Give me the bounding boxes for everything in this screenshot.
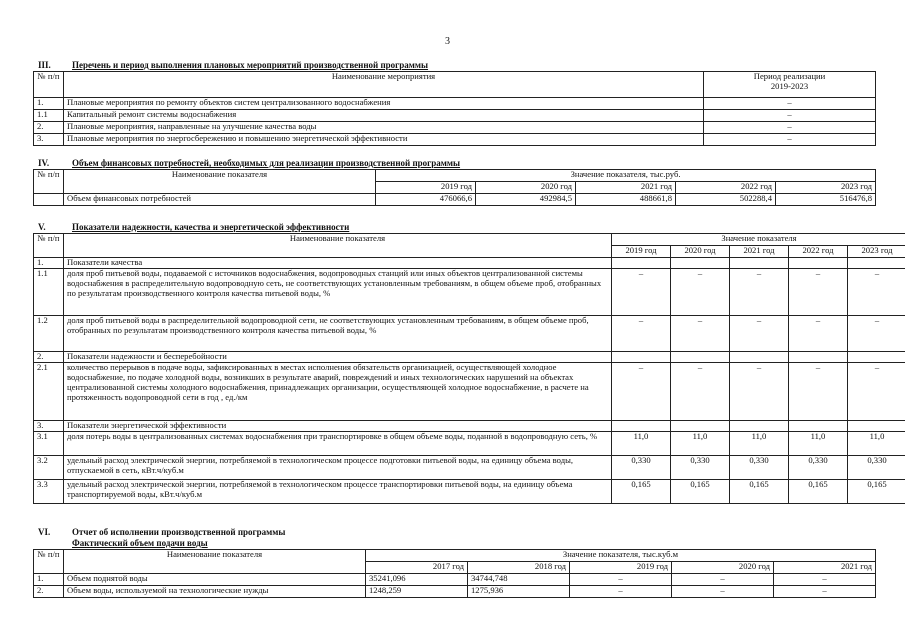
row-no: 3. <box>34 421 64 432</box>
row-value: – <box>671 316 730 352</box>
col-header-value: Значение показателя <box>612 234 905 246</box>
row-value: – <box>730 269 789 316</box>
col-header-no: № п/п <box>34 170 64 194</box>
row-value: 488661,8 <box>576 194 676 206</box>
row-no <box>34 194 64 206</box>
row-no: 2. <box>34 352 64 363</box>
section-6-number: VI. <box>38 527 51 537</box>
year-header: 2021 год <box>576 182 676 194</box>
row-no: 2. <box>34 586 64 598</box>
row-no: 3.3 <box>34 480 64 504</box>
col-header-no: № п/п <box>34 234 64 258</box>
year-header: 2022 год <box>789 246 848 258</box>
section-4-number: IV. <box>38 158 50 168</box>
row-period: – <box>704 122 876 134</box>
group-row <box>34 258 905 269</box>
section-5-text: Показатели надежности, качества и энергетической эффективности <box>72 222 350 232</box>
row-no: 2. <box>34 122 64 134</box>
row-value: – <box>789 316 848 352</box>
table-row <box>34 456 905 480</box>
year-header: 2021 год <box>730 246 789 258</box>
section-6-table <box>33 549 876 598</box>
table-row <box>34 194 876 206</box>
row-no: 1. <box>34 98 64 110</box>
table-row <box>34 269 905 316</box>
row-value: – <box>789 269 848 316</box>
row-no: 1.1 <box>34 269 64 316</box>
row-no: 1. <box>34 258 64 269</box>
row-value: 0,330 <box>612 456 671 480</box>
row-value: 1275,936 <box>468 586 570 598</box>
row-value: – <box>730 363 789 421</box>
row-value: 516476,8 <box>776 194 876 206</box>
section-5-title <box>38 222 349 232</box>
row-value: – <box>612 269 671 316</box>
row-value: – <box>672 586 774 598</box>
col-header-name: Наименование показателя <box>64 234 612 258</box>
row-name: Объем воды, используемой на технологические нужды <box>64 586 366 598</box>
col-header-no: № п/п <box>34 550 64 574</box>
row-value: – <box>570 574 672 586</box>
row-name: удельный расход электрической энергии, потребляемой в технологическом процессе подготовки питьевой воды, на единицу объема воды, отпускаемой в сеть, кВт.ч/куб.м <box>64 456 612 480</box>
year-header: 2020 год <box>671 246 730 258</box>
row-value: 0,165 <box>612 480 671 504</box>
year-header: 2022 год <box>676 182 776 194</box>
row-value: 0,330 <box>848 456 905 480</box>
row-value: 0,165 <box>848 480 905 504</box>
page-number: 3 <box>445 36 450 47</box>
table-row <box>34 110 876 122</box>
row-name: Показатели надежности и бесперебойности <box>64 352 612 363</box>
col-header-period <box>704 72 876 98</box>
row-value: – <box>848 363 905 421</box>
col-header-value: Значение показателя, тыс.куб.м <box>366 550 876 562</box>
section-3-table <box>33 71 876 146</box>
section-4-text: Объем финансовых потребностей, необходимых для реализации производственной программы <box>72 158 461 168</box>
table-row <box>34 98 876 110</box>
row-value: 0,165 <box>671 480 730 504</box>
year-header: 2020 год <box>672 562 774 574</box>
row-value: – <box>672 574 774 586</box>
period-range: 2019-2023 <box>770 80 809 91</box>
row-name: Объем финансовых потребностей <box>64 194 376 206</box>
table-row <box>34 316 905 352</box>
row-no: 3.1 <box>34 432 64 456</box>
year-header: 2018 год <box>468 562 570 574</box>
row-no: 1.2 <box>34 316 64 352</box>
section-3-number: III. <box>38 60 51 70</box>
col-header-name: Наименование показателя <box>64 550 366 574</box>
row-value: 11,0 <box>789 432 848 456</box>
table-row <box>34 480 905 504</box>
section-6-subtitle-text: Фактический объем подачи воды <box>72 538 208 548</box>
row-name: доля проб питьевой воды, подаваемой с источников водоснабжения, водопроводных станций или иных объектов централизованной системы водоснабжения в распределительную водопроводную сеть, не соответствующих установленным требованиям, в общем объеме проб, отобранных по результатам производственного контроля качества питьевой воды, % <box>64 269 612 316</box>
col-header-name: Наименование показателя <box>64 170 376 194</box>
row-value: – <box>848 269 905 316</box>
row-name: удельный расход электрической энергии, потребляемой в технологическом процессе транспортировки питьевой воды, на единицу объема транспортируемой воды, кВт.ч/куб.м <box>64 480 612 504</box>
table-row <box>34 363 905 421</box>
row-value: – <box>774 574 876 586</box>
row-value: 502288,4 <box>676 194 776 206</box>
year-header: 2023 год <box>776 182 876 194</box>
row-value: – <box>671 363 730 421</box>
col-header-name: Наименование мероприятия <box>64 72 704 98</box>
year-header: 2017 год <box>366 562 468 574</box>
row-value: 11,0 <box>848 432 905 456</box>
group-row <box>34 421 905 432</box>
period-label: Период реализации <box>753 71 826 81</box>
row-name: Плановые мероприятия, направленные на улучшение качества воды <box>64 122 704 134</box>
row-value: 35241,096 <box>366 574 468 586</box>
table-row <box>34 134 876 146</box>
row-value: 11,0 <box>730 432 789 456</box>
row-no: 1. <box>34 574 64 586</box>
group-row <box>34 352 905 363</box>
row-name: Плановые мероприятия по энергосбережению и повышению энергетической эффективности <box>64 134 704 146</box>
table-row <box>34 586 876 598</box>
section-4-table <box>33 169 876 206</box>
year-header: 2020 год <box>476 182 576 194</box>
row-name: Плановые мероприятия по ремонту объектов систем централизованного водоснабжения <box>64 98 704 110</box>
row-value: – <box>848 316 905 352</box>
row-name: Капитальный ремонт системы водоснабжения <box>64 110 704 122</box>
year-header: 2019 год <box>612 246 671 258</box>
row-period: – <box>704 110 876 122</box>
row-value: 34744,748 <box>468 574 570 586</box>
section-6-text: Отчет об исполнении производственной программы <box>72 527 286 537</box>
row-no: 3.2 <box>34 456 64 480</box>
row-value: 0,165 <box>730 480 789 504</box>
row-value: 476066,6 <box>376 194 476 206</box>
row-no: 2.1 <box>34 363 64 421</box>
row-value: 1248,259 <box>366 586 468 598</box>
row-value: – <box>774 586 876 598</box>
year-header: 2019 год <box>376 182 476 194</box>
row-period: – <box>704 134 876 146</box>
section-4-title <box>38 158 460 168</box>
year-header: 2023 год <box>848 246 905 258</box>
row-value: – <box>570 586 672 598</box>
section-5-number: V. <box>38 222 46 232</box>
table-row <box>34 574 876 586</box>
section-6-subtitle <box>72 538 208 548</box>
row-name: количество перерывов в подаче воды, зафиксированных в местах исполнения обязательств организацией, осуществляющей холодное водоснабжение, по подаче холодной воды, возникших в результате аварий, повреждений и иных технологических нарушений на объектах централизованной системы холодного водоснабжения, принадлежащих организации, осуществляющей холодное водоснабжение, в расчете на протяженность водопроводной сети в год , ед./км <box>64 363 612 421</box>
year-header: 2019 год <box>570 562 672 574</box>
row-name: Показатели энергетической эффективности <box>64 421 612 432</box>
row-value: 11,0 <box>671 432 730 456</box>
col-header-value: Значение показателя, тыс.руб. <box>376 170 876 182</box>
section-3-text: Перечень и период выполнения плановых мероприятий производственной программы <box>72 60 429 70</box>
row-value: – <box>789 363 848 421</box>
col-header-no: № п/п <box>34 72 64 98</box>
row-value: 0,330 <box>789 456 848 480</box>
row-value: – <box>671 269 730 316</box>
section-5-table <box>33 233 905 504</box>
row-name: Показатели качества <box>64 258 612 269</box>
row-value: 0,330 <box>730 456 789 480</box>
row-value: 0,165 <box>789 480 848 504</box>
section-3-title <box>38 60 428 70</box>
row-no: 1.1 <box>34 110 64 122</box>
row-value: – <box>612 316 671 352</box>
row-no: 3. <box>34 134 64 146</box>
row-value: 0,330 <box>671 456 730 480</box>
section-6-title <box>38 527 285 537</box>
row-value: – <box>730 316 789 352</box>
row-value: – <box>612 363 671 421</box>
row-value: 11,0 <box>612 432 671 456</box>
row-value: 492984,5 <box>476 194 576 206</box>
row-period: – <box>704 98 876 110</box>
row-name: Объем поднятой воды <box>64 574 366 586</box>
table-row <box>34 432 905 456</box>
table-row <box>34 122 876 134</box>
row-name: доля потерь воды в централизованных системах водоснабжения при транспортировке в общем объеме воды, поданной в водопроводную сеть, % <box>64 432 612 456</box>
year-header: 2021 год <box>774 562 876 574</box>
row-name: доля проб питьевой воды в распределительной водопроводной сети, не соответствующих установленным требованиям, в общем объеме проб, отобранных по результатам производственного контроля качества питьевой воды, % <box>64 316 612 352</box>
